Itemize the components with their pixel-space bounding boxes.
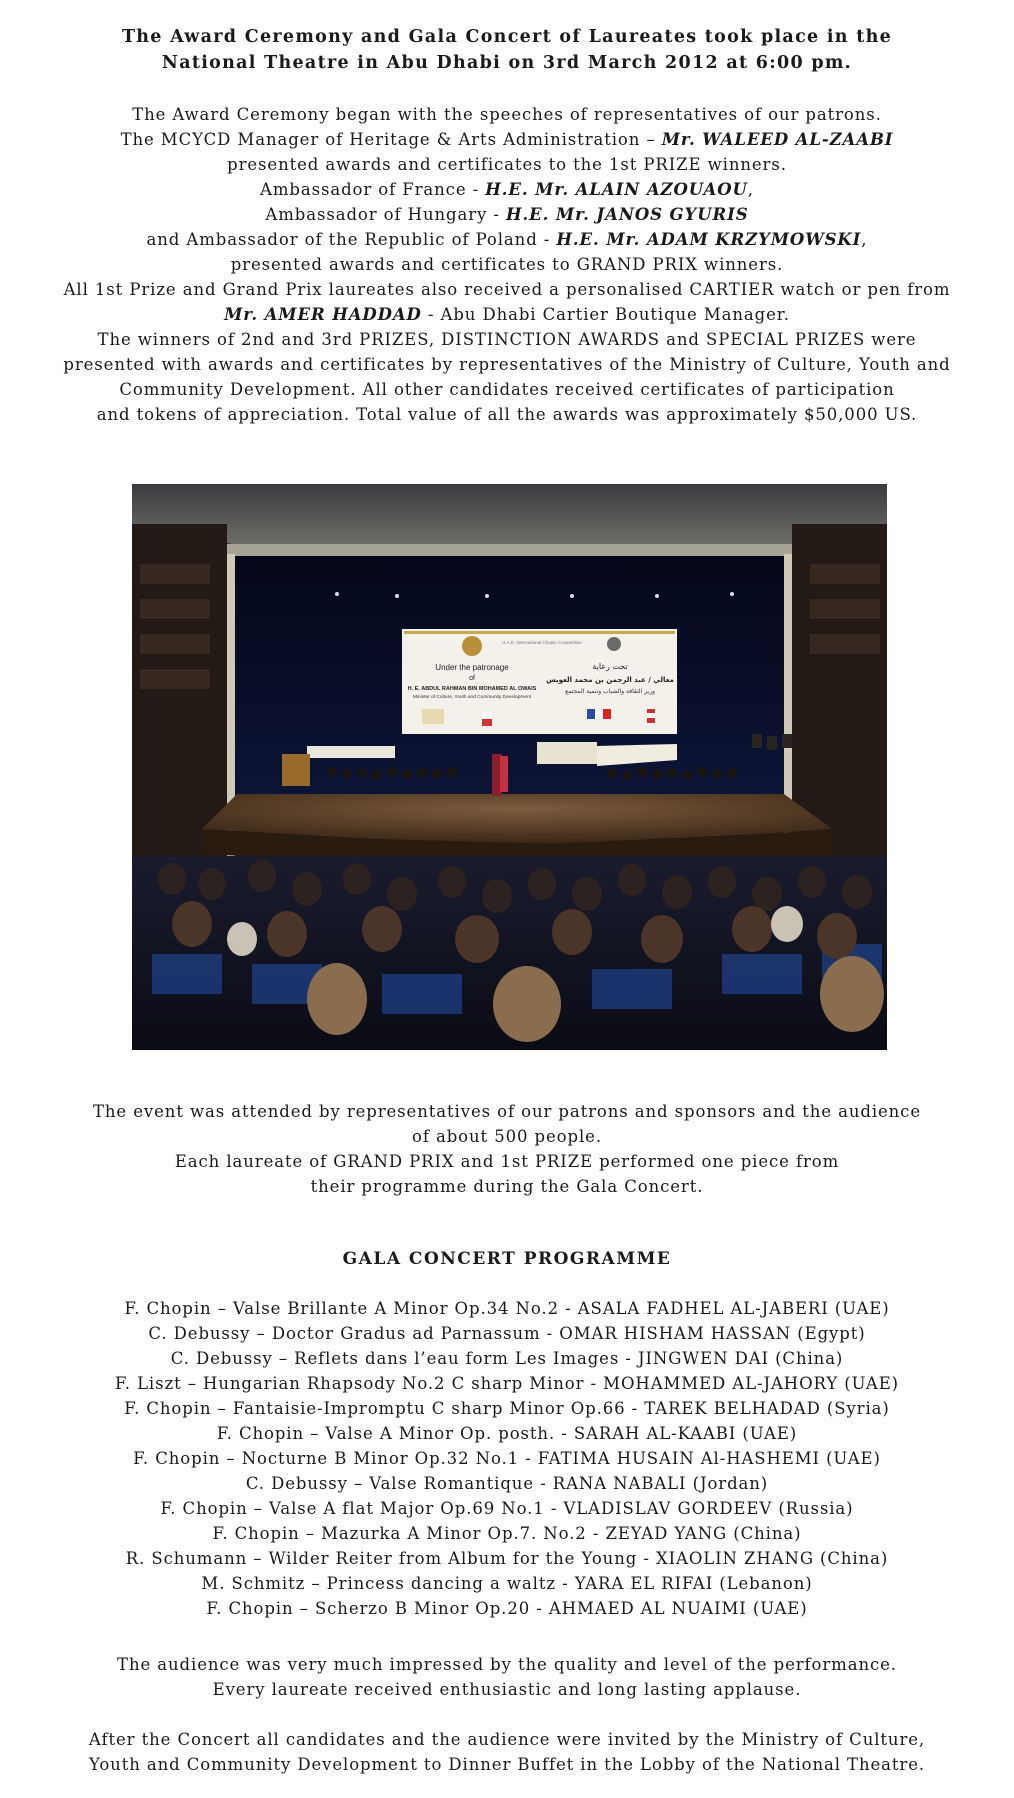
dinner-paragraph	[0, 1727, 1014, 1777]
event-line: The event was attended by representatives of our patrons and sponsors and the audience	[93, 1102, 921, 1121]
intro-line: Community Development. All other candidates received certificates of participation	[119, 380, 895, 399]
audience-line: The audience was very much impressed by the quality and level of the performance.	[117, 1655, 897, 1674]
event-line: of about 500 people.	[412, 1127, 602, 1146]
theatre-stage-illustration	[132, 484, 887, 1050]
programme-item: F. Chopin – Fantaisie-Impromptu C sharp Minor Op.66 - TAREK BELHADAD (Syria)	[124, 1399, 890, 1418]
intro-line: The winners of 2nd and 3rd PRIZES, DISTINCTION AWARDS and SPECIAL PRIZES were	[97, 330, 917, 349]
programme-item: F. Chopin – Scherzo B Minor Op.20 - AHMAED AL NUAIMI (UAE)	[206, 1599, 808, 1618]
svg-text:Under the patronage: Under the patronage	[435, 663, 509, 672]
person-name: H.E. Mr. ALAIN AZOUAOU	[485, 180, 748, 199]
event-paragraph	[0, 1099, 1014, 1199]
intro-line: The Award Ceremony began with the speeches of representatives of our patrons.	[132, 105, 882, 124]
programme-item: C. Debussy – Reflets dans l’eau form Les Images - JINGWEN DAI (China)	[170, 1349, 844, 1368]
dinner-line: After the Concert all candidates and the audience were invited by the Ministry of Culture,	[88, 1730, 926, 1749]
dinner-line: Youth and Community Development to Dinner Buffet in the Lobby of the National Theatre.	[88, 1755, 926, 1774]
audience-line: Every laureate received enthusiastic and long lasting applause.	[212, 1680, 802, 1699]
intro-line: presented awards and certificates to GRAND PRIX winners.	[230, 255, 784, 274]
piano	[537, 742, 597, 764]
programme-list	[0, 1296, 1014, 1621]
programme-item: C. Debussy – Doctor Gradus ad Parnassum - OMAR HISHAM HASSAN (Egypt)	[148, 1324, 866, 1343]
svg-text:H. E. ABDUL RAHMAN BIN MOHAMED: H. E. ABDUL RAHMAN BIN MOHAMED AL OWAIS	[407, 686, 537, 692]
patronage-banner	[402, 629, 677, 734]
programme-item: F. Chopin – Valse Brillante A Minor Op.34 No.2 - ASALA FADHEL AL-JABERI (UAE)	[124, 1299, 890, 1318]
intro-line: Ambassador of France - H.E. Mr. ALAIN AZOUAOU,	[260, 180, 754, 199]
svg-text:of: of	[469, 675, 475, 682]
programme-item: F. Liszt – Hungarian Rhapsody No.2 C sharp Minor - MOHAMMED AL-JAHORY (UAE)	[115, 1374, 899, 1393]
programme-item: R. Schumann – Wilder Reiter from Album for the Young - XIAOLIN ZHANG (China)	[125, 1549, 889, 1568]
person-name: H.E. Mr. ADAM KRZYMOWSKI	[556, 230, 862, 249]
programme-item: F. Chopin – Valse A flat Major Op.69 No.1 - VLADISLAV GORDEEV (Russia)	[160, 1499, 854, 1518]
intro-line: and tokens of appreciation. Total value of all the awards was approximately $50,000 US.	[96, 405, 918, 424]
svg-text:وزير الثقافة والشباب وتنمية ال: وزير الثقافة والشباب وتنمية المجتمع	[565, 688, 655, 695]
svg-text:تحت رعاية: تحت رعاية	[592, 662, 628, 671]
audience-paragraph	[0, 1652, 1014, 1702]
intro-line: presented with awards and certificates by representatives of the Ministry of Culture, Youth and	[63, 355, 951, 374]
intro-line: The MCYCD Manager of Heritage & Arts Administration – Mr. WALEED AL-ZAABI	[120, 130, 894, 149]
person-name: Mr. WALEED AL-ZAABI	[661, 130, 894, 149]
page-title	[0, 24, 1014, 76]
title-line-2: National Theatre in Abu Dhabi on 3rd March 2012 at 6:00 pm.	[161, 53, 853, 73]
intro-line: Mr. AMER HADDAD - Abu Dhabi Cartier Boutique Manager.	[224, 305, 790, 324]
intro-line: and Ambassador of the Republic of Poland - H.E. Mr. ADAM KRZYMOWSKI,	[146, 230, 868, 249]
intro-line: Ambassador of Hungary - H.E. Mr. JANOS GYURIS	[265, 205, 749, 224]
title-line-1: The Award Ceremony and Gala Concert of Laureates took place in the	[121, 27, 893, 47]
intro-paragraph	[0, 102, 1014, 427]
intro-line: All 1st Prize and Grand Prix laureates also received a personalised CARTIER watch or pen from	[63, 280, 951, 299]
ceiling	[132, 484, 887, 544]
person-name: Mr. AMER HADDAD	[224, 305, 422, 324]
svg-text:معالي / عبد الرحمن بن محمد الع: معالي / عبد الرحمن بن محمد العويس	[546, 676, 674, 684]
person-name: H.E. Mr. JANOS GYURIS	[506, 205, 749, 224]
event-line: their programme during the Gala Concert.	[310, 1177, 704, 1196]
programme-item: F. Chopin – Nocturne B Minor Op.32 No.1 - FATIMA HUSAIN Al-HASHEMI (UAE)	[133, 1449, 881, 1468]
event-line: Each laureate of GRAND PRIX and 1st PRIZE performed one piece from	[174, 1152, 840, 1171]
svg-text:Minister of Culture, Youth and: Minister of Culture, Youth and Community Development	[412, 695, 532, 700]
programme-item: C. Debussy – Valse Romantique - RANA NABALI (Jordan)	[245, 1474, 769, 1493]
programme-item: F. Chopin – Mazurka A Minor Op.7. No.2 - ZEYAD YANG (China)	[212, 1524, 802, 1543]
intro-line: presented awards and certificates to the 1st PRIZE winners.	[227, 155, 787, 174]
programme-item: M. Schmitz – Princess dancing a waltz - YARA EL RIFAI (Lebanon)	[201, 1574, 813, 1593]
svg-text:U.A.E. International Chopin Co: U.A.E. International Chopin Competition	[502, 640, 582, 645]
programme-item: F. Chopin – Valse A Minor Op. posth. - SARAH AL-KAABI (UAE)	[216, 1424, 798, 1443]
ceremony-photo	[132, 484, 887, 1050]
programme-title: GALA CONCERT PROGRAMME	[342, 1249, 672, 1269]
